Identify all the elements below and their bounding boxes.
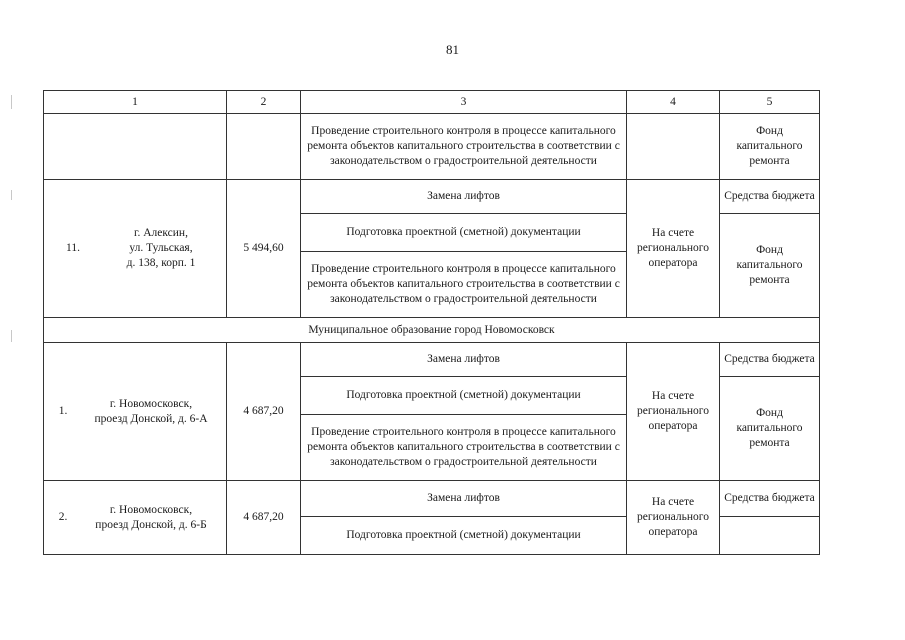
- address-line: г. Новомосковск,: [109, 397, 193, 410]
- funding-source: [720, 517, 820, 555]
- area-cell: [227, 114, 301, 180]
- row-number: 1.: [58, 405, 68, 417]
- table-row: [44, 114, 820, 180]
- funding-source: Фонд капитального ремонта: [720, 114, 820, 180]
- header-cell-3: 3: [301, 91, 627, 114]
- funding-source: Фонд капитального ремонта: [720, 377, 820, 481]
- operator-cell: На счете регионального оператора: [627, 481, 720, 555]
- address-line: проезд Донской, д. 6-А: [94, 412, 208, 425]
- work-description: Подготовка проектной (сметной) документации: [301, 377, 627, 415]
- header-row: [44, 91, 820, 114]
- area-cell: 4 687,20: [227, 481, 301, 555]
- work-description: Проведение строительного контроля в процессе капитального ремонта объектов капитального строительства в соответствии с законодательством о градостроительной деятельности: [301, 114, 627, 180]
- operator-cell: На счете регионального оператора: [627, 180, 720, 318]
- address-line: ул. Тульская,: [129, 242, 193, 254]
- margin-mark: [11, 190, 12, 200]
- page-number: 81: [446, 42, 459, 57]
- address-cell: [44, 343, 227, 481]
- header-cell-5: 5: [720, 91, 820, 114]
- operator-cell: [627, 114, 720, 180]
- address-cell: [44, 180, 227, 318]
- address-line: г. Алексин,: [134, 227, 188, 239]
- table-row: [44, 343, 820, 377]
- repair-table: [43, 90, 820, 555]
- work-description: Замена лифтов: [301, 481, 627, 517]
- table-row: [44, 481, 820, 517]
- operator-cell: На счете регионального оператора: [627, 343, 720, 481]
- work-description: Проведение строительного контроля в процессе капитального ремонта объектов капитального строительства в соответствии с законодательством о градостроительной деятельности: [301, 252, 627, 318]
- area-cell: 5 494,60: [227, 180, 301, 318]
- funding-source: Средства бюджета: [720, 481, 820, 517]
- header-cell-1: 1: [44, 91, 227, 114]
- address-cell: [44, 481, 227, 555]
- row-number-cell: [44, 114, 227, 180]
- section-row: [44, 318, 820, 343]
- row-number: 11.: [66, 242, 80, 254]
- address-line: проезд Донской, д. 6-Б: [95, 518, 207, 531]
- section-title: Муниципальное образование город Новомосковск: [44, 318, 820, 343]
- table-row: [44, 180, 820, 214]
- work-description: Замена лифтов: [301, 343, 627, 377]
- work-description: Подготовка проектной (сметной) документации: [301, 517, 627, 555]
- funding-source: Средства бюджета: [720, 343, 820, 377]
- funding-source: Средства бюджета: [720, 180, 820, 214]
- address-line: г. Новомосковск,: [109, 503, 193, 516]
- header-cell-2: 2: [227, 91, 301, 114]
- address-line: д. 138, корп. 1: [126, 257, 196, 269]
- funding-source: Фонд капитального ремонта: [720, 214, 820, 318]
- header-cell-4: 4: [627, 91, 720, 114]
- margin-mark: [11, 95, 12, 109]
- work-description: Замена лифтов: [301, 180, 627, 214]
- area-cell: 4 687,20: [227, 343, 301, 481]
- row-number: 2.: [58, 511, 68, 523]
- work-description: Проведение строительного контроля в процессе капитального ремонта объектов капитального строительства в соответствии с законодательством о градостроительной деятельности: [301, 415, 627, 481]
- work-description: Подготовка проектной (сметной) документации: [301, 214, 627, 252]
- margin-mark: [11, 330, 12, 342]
